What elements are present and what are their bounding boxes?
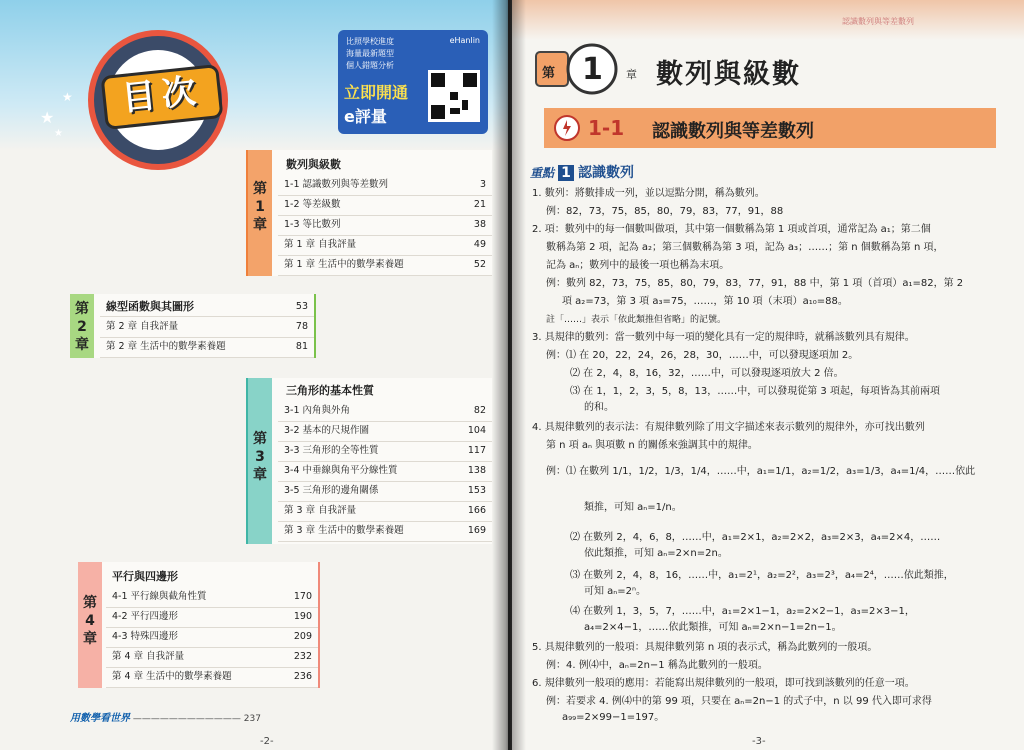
toc-entry-title: 4-1 平行線與截角性質 — [112, 591, 207, 602]
toc-entry-page: 209 — [293, 631, 312, 642]
contents-title: 目次 — [101, 64, 224, 130]
toc-entry[interactable] — [278, 520, 492, 542]
toc-entry-page: 21 — [473, 199, 486, 210]
toc-entry-page: 82 — [473, 405, 486, 416]
chapter-label-char: 第 — [83, 595, 97, 611]
toc-entry[interactable] — [278, 194, 492, 216]
promo-line: 個人錯題分析 — [346, 61, 394, 70]
key-point-tag: 重點 — [530, 166, 555, 180]
toc-entry-title: 4-3 特殊四邊形 — [112, 631, 179, 642]
left-page — [0, 0, 508, 750]
page-number: -2- — [260, 736, 274, 747]
running-header: 認識數列與等差數列 — [842, 17, 914, 26]
toc-entry-title: 4-2 平行四邊形 — [112, 611, 179, 622]
toc-entry-page: 236 — [293, 671, 312, 682]
chapter-prefix: 第 — [542, 66, 556, 81]
section-title: 認識數列與等差數列 — [652, 121, 814, 142]
body-line: 3. 具規律的數列：當一數列中每一項的變化具有一定的規律時，就稱該數列具有規律。 — [532, 332, 915, 343]
chapter-title: 平行與四邊形 — [112, 570, 178, 583]
toc-entry-title: 第 2 章 自我評量 — [106, 321, 179, 332]
chapter-label-char: 3 — [255, 449, 265, 465]
key-point-title: 認識數列 — [578, 165, 635, 181]
key-point-heading — [530, 162, 634, 182]
example-line: 例：⑴ 在數列 1/1，1/2，1/3，1/4，……中，a₁=1/1，a₂=1/2，a₃=1/3，a₄=1/4，……依此 — [546, 466, 976, 477]
promo-subheadline: e評量 — [344, 107, 387, 126]
toc-entry-title: 1-2 等差級數 — [284, 199, 341, 210]
toc-entry[interactable] — [278, 234, 492, 256]
body-line: 記為 aₙ；數列中的最後一項也稱為末項。 — [546, 260, 730, 271]
toc-entry[interactable] — [100, 336, 314, 358]
top-banner — [512, 0, 1024, 40]
chapter-label-char: 章 — [253, 467, 267, 483]
toc-entry-page: 49 — [473, 239, 486, 250]
toc-entry[interactable] — [278, 400, 492, 422]
example-line: 例：82，73，75，85，80，79，83，77，91，88 — [546, 206, 784, 217]
toc-entry-page: 53 — [295, 301, 308, 312]
chapter-label-char: 章 — [83, 631, 97, 647]
toc-entry-page: 81 — [295, 341, 308, 352]
toc-entry-page: 38 — [473, 219, 486, 230]
section-number: 1-1 — [588, 116, 625, 140]
body-line: 1. 數列：將數排成一列，並以逗點分開，稱為數列。 — [532, 188, 765, 199]
toc-entry-title: 1-3 等比數列 — [284, 219, 341, 230]
toc-entry-title: 1-1 認識數列與等差數列 — [284, 179, 389, 190]
toc-entry[interactable] — [106, 586, 318, 608]
toc-entry-page: 169 — [467, 525, 486, 536]
right-page — [512, 0, 1024, 750]
toc-entry-title: 第 1 章 自我評量 — [284, 239, 357, 250]
example-line: 例：4. 例⑷中，aₙ=2n−1 稱為此數列的一般項。 — [546, 660, 768, 671]
toc-entry-title: 第 4 章 自我評量 — [112, 651, 185, 662]
toc-entry[interactable] — [278, 420, 492, 442]
toc-entry-title: 3-2 基本的尺規作圖 — [284, 425, 370, 436]
example-line: ⑶ 在數列 2，4，8，16，……中，a₁=2¹，a₂=2²，a₃=2³，a₄=2⁴，……依此類推， — [570, 570, 954, 581]
toc-entry-page: 232 — [293, 651, 312, 662]
chapter-suffix: 章 — [626, 68, 637, 81]
promo-headline: 立即開通 — [344, 83, 409, 102]
toc-entry-page: 3 — [479, 179, 486, 190]
chapter-label-char: 第 — [253, 181, 267, 197]
toc-entry[interactable] — [278, 460, 492, 482]
toc-entry-page: 190 — [293, 611, 312, 622]
toc-chapter-1 — [246, 150, 492, 276]
toc-chapter-3 — [246, 378, 492, 544]
toc-entry[interactable] — [278, 174, 492, 196]
bottom-toc-line — [70, 709, 261, 724]
example-line: 依此類推，可知 aₙ=2×n=2n。 — [584, 548, 728, 559]
toc-entry-page: 78 — [295, 321, 308, 332]
toc-entry-page: 153 — [467, 485, 486, 496]
example-line: 項 a₂=73，第 3 項 a₃=75，……，第 10 項（末項）a₁₀=88。 — [562, 296, 848, 307]
toc-entry-page: 138 — [467, 465, 486, 476]
toc-entry-page: 170 — [293, 591, 312, 602]
example-line: a₄=2×4−1，……依此類推，可知 aₙ=2×n−1=2n−1。 — [584, 622, 842, 633]
example-line: 例：數列 82，73，75，85，80，79，83，77，91，88 中，第 1 項（首項）a₁=82，第 2 — [546, 278, 964, 289]
example-line: 的和。 — [584, 402, 614, 413]
book-gutter — [492, 0, 526, 750]
promo-lines — [346, 36, 394, 72]
toc-entry-title: 第 2 章 生活中的數學素養題 — [106, 341, 226, 352]
toc-entry[interactable] — [106, 666, 318, 688]
promo-line: 海量最新題型 — [346, 49, 394, 58]
example-line: 例：若要求 4. 例⑷中的第 99 項，只要在 aₙ=2n−1 的式子中，n 以 99 代入即可求得 — [546, 696, 932, 707]
star-icon: ★ — [62, 90, 73, 104]
bottom-page: 237 — [243, 714, 261, 724]
example-line: ⑶ 在 1，1，2，3，5，8，13，……中，可以發現從第 3 項起，每項皆為其前兩項 — [570, 386, 940, 397]
toc-entry[interactable] — [278, 440, 492, 462]
chapter-label-char: 第 — [253, 431, 267, 447]
chapter-label — [248, 150, 272, 276]
toc-entry[interactable] — [100, 296, 314, 317]
toc-entry-title: 3-4 中垂線與角平分線性質 — [284, 465, 398, 476]
star-icon: ★ — [54, 128, 63, 139]
toc-entry-title: 3-1 內角與外角 — [284, 405, 351, 416]
toc-chapter-2 — [70, 294, 316, 358]
note-line: 註「……」表示「依此類推但省略」的記號。 — [546, 315, 727, 325]
example-line: 類推，可知 aₙ=1/n。 — [584, 502, 682, 513]
example-line: 例：⑴ 在 20，22，24，26，28，30，……中，可以發現逐項加 2。 — [546, 350, 859, 361]
toc-entry[interactable] — [278, 500, 492, 522]
bottom-brand: 用數學看世界 — [70, 713, 130, 724]
chapter-label-char: 章 — [75, 337, 89, 353]
toc-entry-title: 3-3 三角形的全等性質 — [284, 445, 379, 456]
lightbulb-icon — [552, 114, 582, 142]
chapter-title: 三角形的基本性質 — [286, 384, 374, 397]
body-line: 第 n 項 aₙ 與項數 n 的關係來強調其中的規律。 — [546, 440, 758, 451]
toc-entry-page: 117 — [467, 445, 486, 456]
toc-entry-title: 第 4 章 生活中的數學素養題 — [112, 671, 232, 682]
toc-entry-page: 52 — [473, 259, 486, 270]
key-point-number: 1 — [558, 165, 574, 181]
body-line: 2. 項：數列中的每一個數叫做項，其中第一個數稱為第 1 項或首項，通常記為 a₁；第二個 — [532, 224, 931, 235]
chapter-title: 數列與級數 — [656, 59, 801, 90]
example-line: ⑵ 在 2，4，8，16，32，……中，可以發現逐項放大 2 倍。 — [570, 368, 844, 379]
toc-entry-page: 166 — [467, 505, 486, 516]
chapter-label — [78, 562, 102, 688]
chapter-title: 線型函數與其圖形 — [106, 300, 194, 313]
toc-entry[interactable] — [278, 480, 492, 502]
page-number: -3- — [752, 736, 766, 747]
chapter-label — [70, 294, 94, 358]
qr-code-icon[interactable] — [428, 70, 480, 122]
body-line: 5. 具規律數列的一般項：具規律數列第 n 項的表示式，稱為此數列的一般項。 — [532, 642, 878, 653]
toc-entry[interactable] — [100, 316, 314, 338]
body-line: 4. 具規律數列的表示法：有規律數列除了用文字描述來表示數列的規律外，亦可找出數列 — [532, 422, 925, 433]
chapter-label-char: 2 — [77, 319, 87, 335]
body-line: 6. 規律數列一般項的應用：若能寫出規律數列的一般項，即可找到該數列的任意一項。 — [532, 678, 915, 689]
body-line: 數稱為第 2 項，記為 a₂；第三個數稱為第 3 項，記為 a₃；……；第 n 個數稱為第 n 項， — [546, 242, 944, 253]
toc-entry[interactable] — [278, 214, 492, 236]
toc-entry-title: 第 3 章 自我評量 — [284, 505, 357, 516]
chapter-label-char: 第 — [75, 301, 89, 317]
toc-entry[interactable] — [106, 606, 318, 628]
toc-entry[interactable] — [106, 646, 318, 668]
chapter-label-char: 章 — [253, 217, 267, 233]
toc-entry-title: 3-5 三角形的邊角關係 — [284, 485, 379, 496]
e-assessment-promo[interactable] — [338, 30, 488, 134]
chapter-label-char: 4 — [85, 613, 95, 629]
toc-entry[interactable] — [278, 254, 492, 276]
example-line: ⑷ 在數列 1，3，5，7，……中，a₁=2×1−1，a₂=2×2−1，a₃=2×3−1， — [570, 606, 915, 617]
promo-brand: eHanlin — [449, 36, 480, 45]
toc-entry-title: 第 3 章 生活中的數學素養題 — [284, 525, 404, 536]
chapter-label — [248, 378, 272, 544]
toc-entry[interactable] — [106, 626, 318, 648]
toc-entry-title: 第 1 章 生活中的數學素養題 — [284, 259, 404, 270]
star-icon: ★ — [40, 108, 55, 127]
example-line: 可知 aₙ=2ⁿ。 — [584, 586, 647, 597]
example-line: ⑵ 在數列 2，4，6，8，……中，a₁=2×1，a₂=2×2，a₃=2×3，a₄=2×4，…… — [570, 532, 941, 543]
example-line: a₉₉=2×99−1=197。 — [562, 712, 665, 723]
toc-chapter-4 — [78, 562, 320, 688]
chapter-number: 1 — [582, 52, 603, 87]
leader-line: ———————————— — [132, 714, 244, 724]
chapter-title: 數列與級數 — [286, 158, 341, 171]
promo-line: 比照學校進度 — [346, 37, 394, 46]
chapter-label-char: 1 — [255, 199, 265, 215]
toc-entry-page: 104 — [467, 425, 486, 436]
